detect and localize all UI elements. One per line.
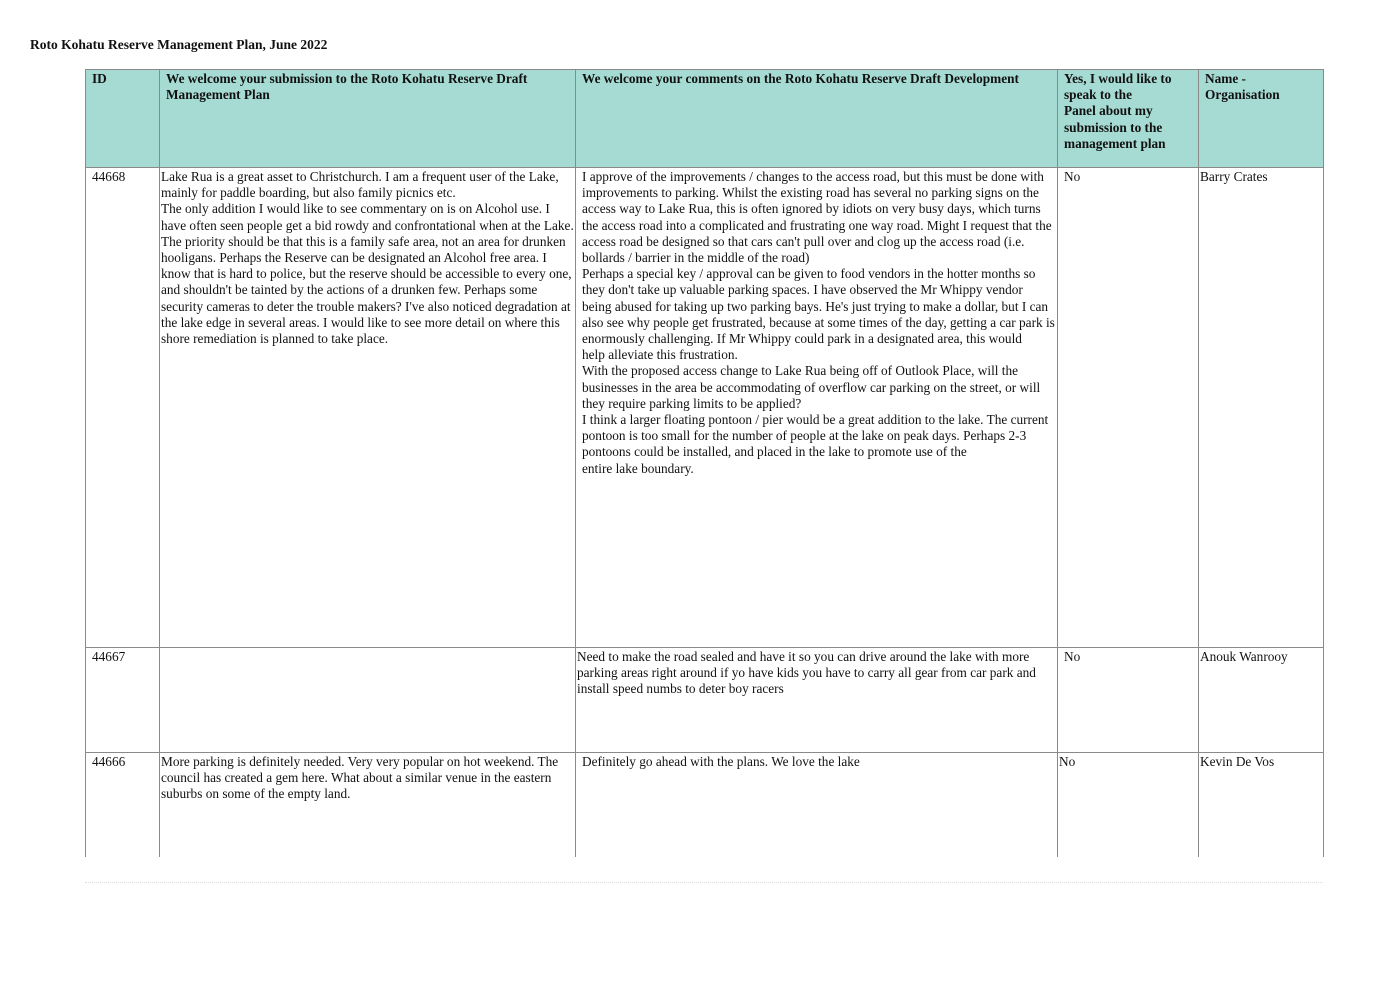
header-speak: Yes, I would like to speak to the Panel about my submission to the management plan (1058, 70, 1199, 168)
header-name: Name - Organisation (1199, 70, 1324, 168)
cell-development: Need to make the road sealed and have it so you can drive around the lake with more parking areas right around if yo have kids you have to carry all gear from car park and install speed numbs to deter boy racers (576, 648, 1058, 753)
cell-id: 44666 (86, 753, 160, 857)
cell-management-plan: More parking is definitely needed. Very very popular on hot weekend. The council has created a gem here. What about a similar venue in the eastern suburbs on some of the empty land. (160, 753, 576, 857)
cell-name: Barry Crates (1199, 168, 1324, 648)
cell-management-plan (160, 648, 576, 753)
page-cut-line (85, 882, 1323, 884)
cell-development: I approve of the improvements / changes to the access road, but this must be done with improvements to parking. Whilst the existing road has several no parking signs on the access way to Lake Rua, this is often ignored by idiots on very busy days, which turns the access road into a complicated and frustrating one way road. Might I request that the access road be designed so that cars can't pull over and clog up the access road (i.e. bollards / barrier in the middle of the road) Perhaps a special key / approval can be given to food vendors in the hotter months so they don't take up valuable parking spaces. I have observed the Mr Whippy vendor being abused for taking up two parking bays. He's just trying to make a dollar, but I can also see why people get frustrated, because at some times of the day, getting a car park is enormously challenging. If Mr Whippy could park in a designated area, this would help alleviate this frustration. With the proposed access change to Lake Rua being off of Outlook Place, will the businesses in the area be accommodating of overflow car parking on the street, or will they require parking limits to be applied? I think a larger floating pontoon / pier would be a great addition to the lake. The current pontoon is too small for the number of people at the lake on peak days. Perhaps 2-3 pontoons could be installed, and placed in the lake to promote use of the entire lake boundary. (576, 168, 1058, 648)
table-body (86, 168, 1324, 857)
cell-name: Kevin De Vos (1199, 753, 1324, 857)
header-row (86, 70, 1324, 168)
table-header (86, 70, 1324, 168)
header-development: We welcome your comments on the Roto Kohatu Reserve Draft Development (576, 70, 1058, 168)
header-management-plan: We welcome your submission to the Roto Kohatu Reserve Draft Management Plan (160, 70, 576, 168)
cell-id: 44667 (86, 648, 160, 753)
table-row (86, 753, 1324, 857)
cell-name: Anouk Wanrooy (1199, 648, 1324, 753)
cell-speak: No (1058, 648, 1199, 753)
cell-id: 44668 (86, 168, 160, 648)
cell-speak: No (1058, 168, 1199, 648)
cell-speak: No (1058, 753, 1199, 857)
table-row (86, 168, 1324, 648)
header-id: ID (86, 70, 160, 168)
document-title: Roto Kohatu Reserve Management Plan, June 2022 (30, 37, 328, 52)
cell-development: Definitely go ahead with the plans. We love the lake (576, 753, 1058, 857)
table-row (86, 648, 1324, 753)
submissions-table (85, 69, 1324, 857)
cell-management-plan: Lake Rua is a great asset to Christchurch. I am a frequent user of the Lake, mainly for paddle boarding, but also family picnics etc. The only addition I would like to see commentary on is on Alcohol use. I have often seen people get a bid rowdy and confrontational when at the Lake. The priority should be that this is a family safe area, not an area for drunken hooligans. Perhaps the Reserve can be designated an Alcohol free area. I know that is hard to police, but the reserve should be accessible to every one, and shouldn't be tainted by the actions of a drunken few. Perhaps some security cameras to deter the trouble makers? I've also noticed degradation at the lake edge in several areas. I would like to see more detail on where this shore remediation is planned to take place. (160, 168, 576, 648)
